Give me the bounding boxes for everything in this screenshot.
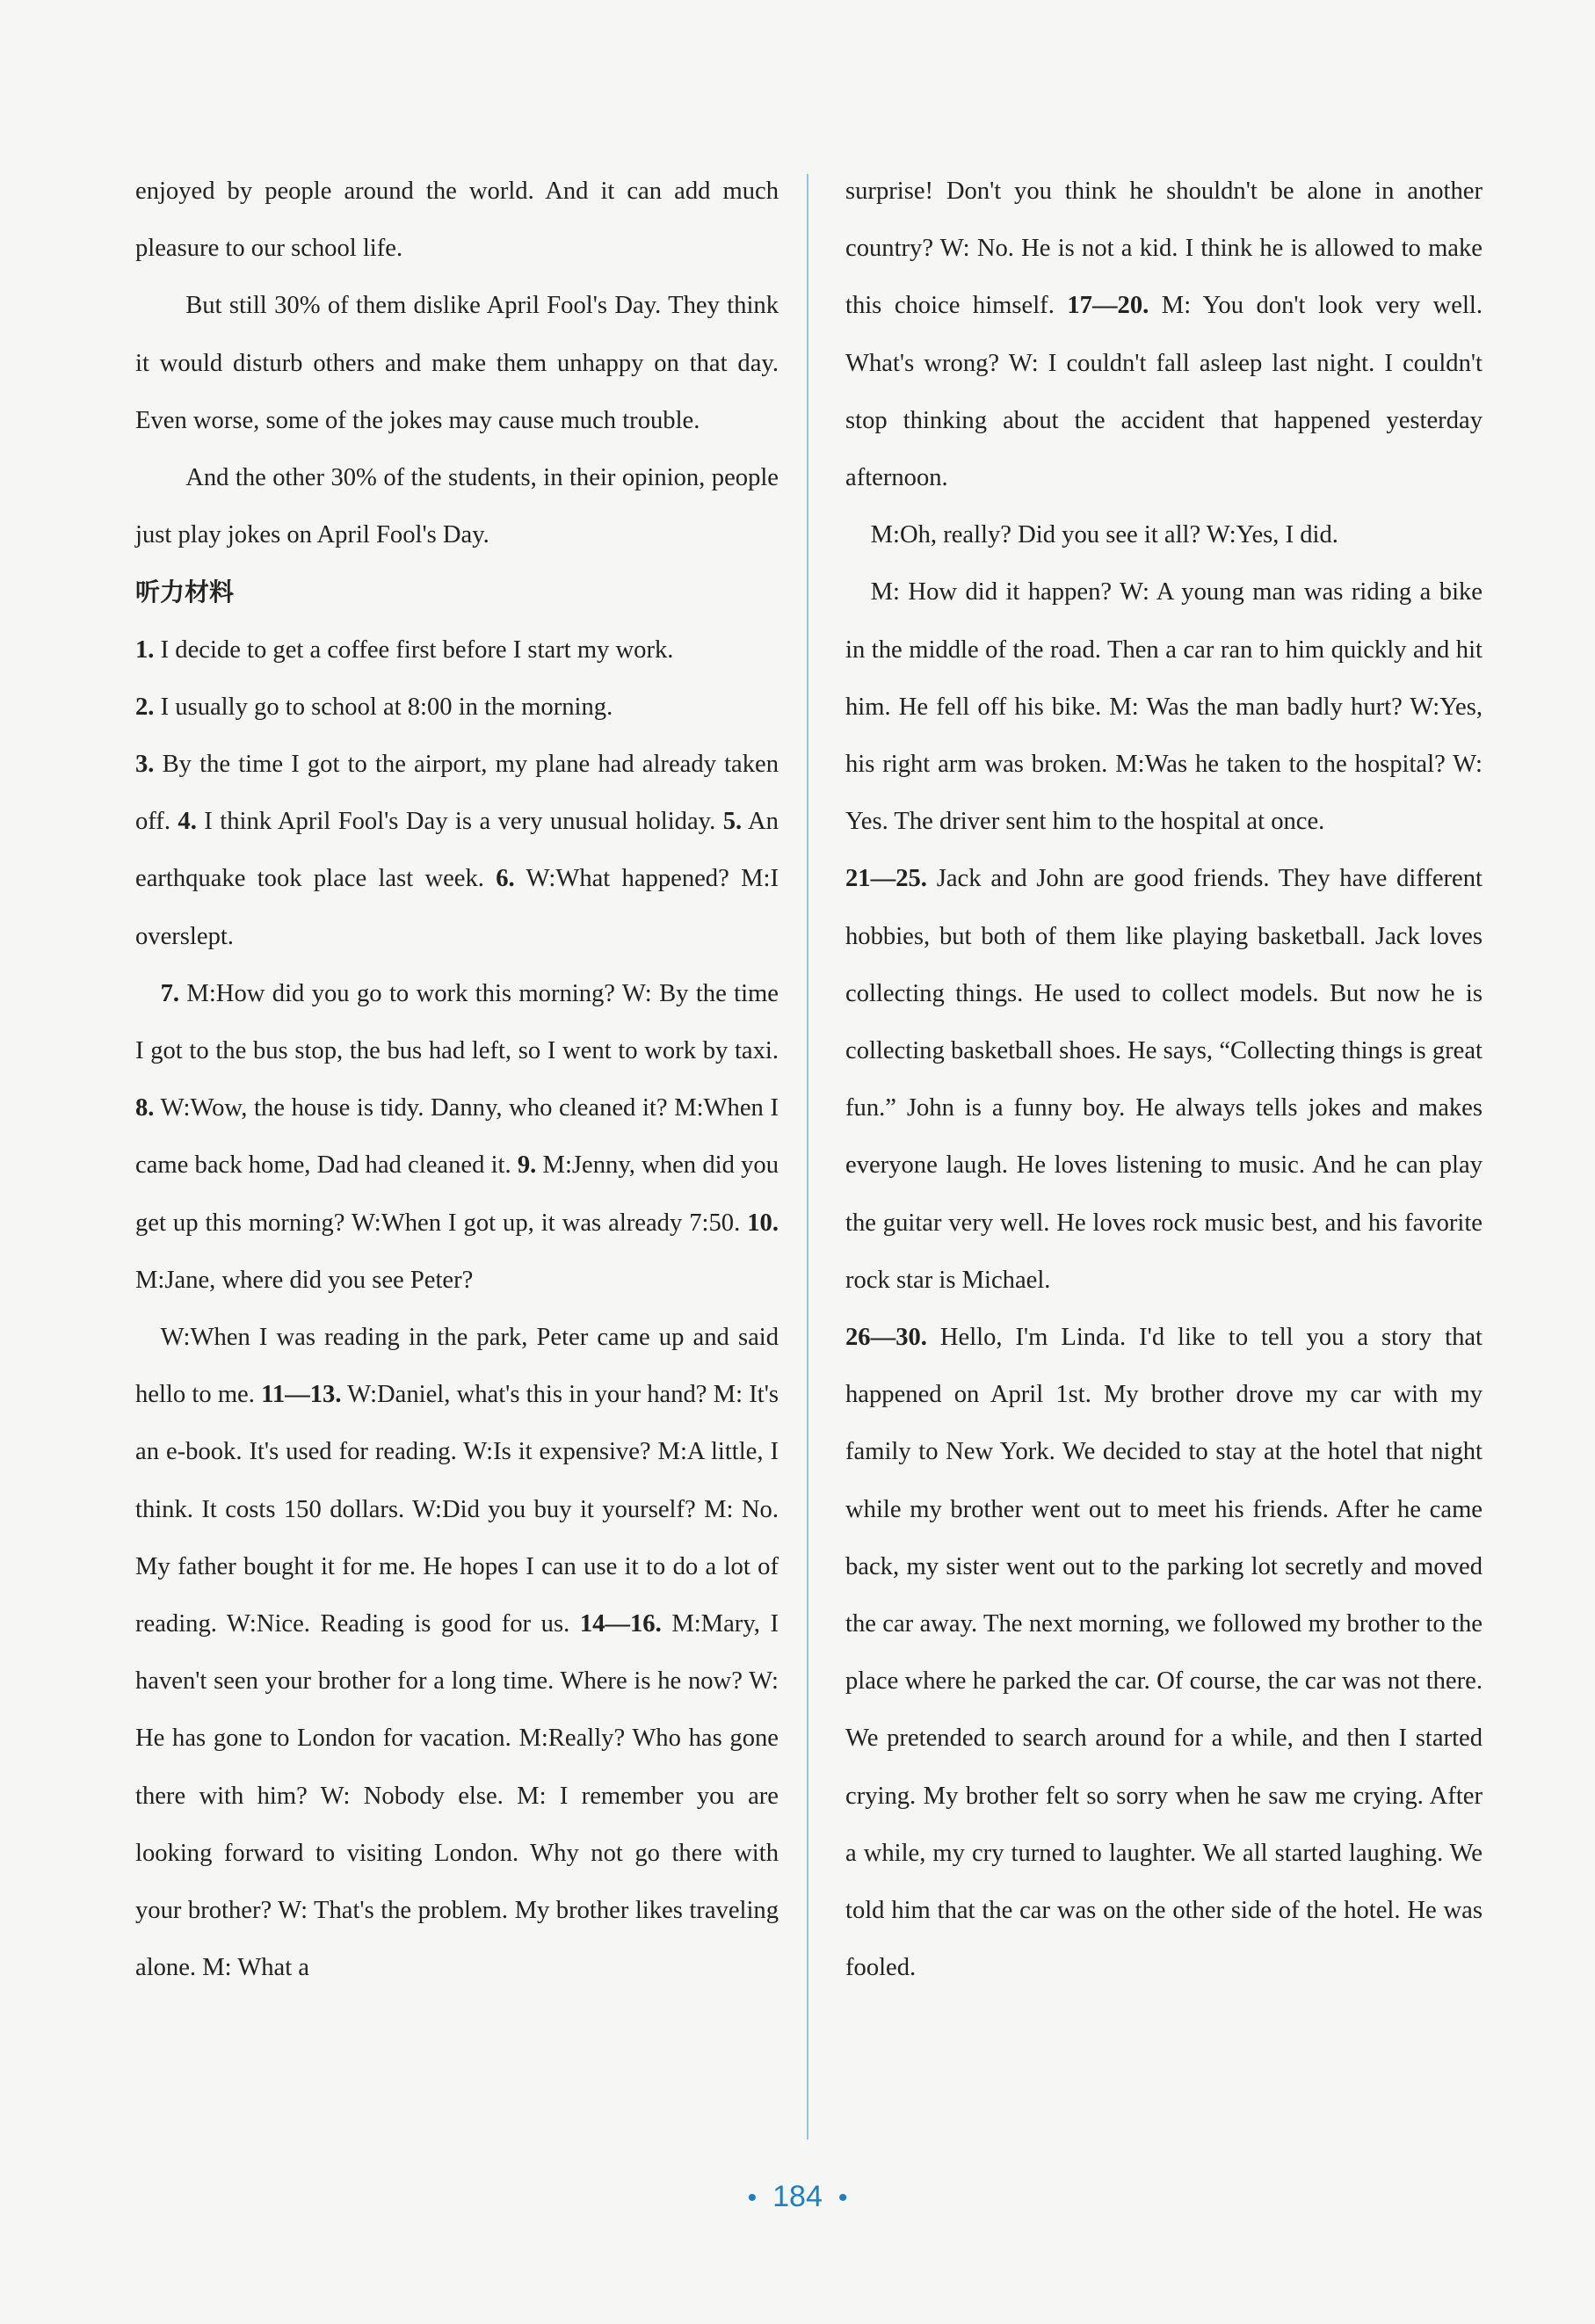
item-text: I think April Fool's Day is a very unusual holiday. xyxy=(196,808,716,836)
item-number: 2. xyxy=(135,693,155,721)
item-text: M: You don't look very well. What's wrong? W: I couldn't fall asleep last night. I couldn't stop thinking about the accident that happened yesterday afternoon. xyxy=(845,292,1483,492)
item-number: 1. xyxy=(135,635,155,664)
item-text: W:Daniel, what's this in your hand? M: It's an e-book. It's used for reading. W:Is it expensive? M:A little, I think. It costs 150 dollars. W:Did you buy it yourself? M: No. My father bought it for me. He hopes I can use it to do a lot of reading. W:Nice. Reading is good for us. xyxy=(135,1381,779,1638)
item-text: I usually go to school at 8:00 in the morning. xyxy=(154,693,613,721)
intro-paragraph-2: But still 30% of them dislike April Fool's Day. They think it would disturb others and make them unhappy on that day. Even worse, some of the jokes may cause much trouble. xyxy=(135,292,779,434)
items-16-20 xyxy=(845,163,1483,506)
item-number: 26—30. xyxy=(845,1324,927,1352)
intro-paragraph-3: And the other 30% of the students, in their opinion, people just play jokes on April Fool's Day. xyxy=(135,464,779,549)
item-text: M:Jane, where did you see Peter? xyxy=(135,1266,474,1294)
item-text: I decide to get a coffee first before I start my work. xyxy=(154,635,674,664)
footer-dot-icon: • xyxy=(747,2183,758,2212)
dialogue-oh: M:Oh, really? Did you see it all? W:Yes, I did. xyxy=(870,521,1338,549)
item-number: 7. xyxy=(160,979,180,1007)
items-21-25 xyxy=(845,850,1483,1309)
item-text: W:Wow, the house is tidy. Danny, who cleaned it? M:When I came back home, Dad had cleaned it. xyxy=(135,1094,779,1180)
item-text: W:When I was reading in the park, Peter came up and said hello to me. xyxy=(135,1324,779,1409)
items-11-16 xyxy=(135,1309,779,1996)
item-text: surprise! Don't you think he shouldn't be alone in another country? W: No. He is not a kid. I think he is allowed to make this choice himself. xyxy=(845,178,1483,320)
intro-paragraph-1: enjoyed by people around the world. And it can add much pleasure to our school life. xyxy=(135,178,779,263)
item-number: 9. xyxy=(517,1151,537,1180)
item-number: 14—16. xyxy=(579,1610,662,1638)
item-text: By the time I got to the airport, my plane had already taken off. xyxy=(135,751,779,836)
items-26-30 xyxy=(845,1309,1483,1996)
page-footer xyxy=(0,2180,1595,2214)
items-7-10 xyxy=(135,965,779,1309)
item-text: M:Jenny, when did you get up this morning? W:When I got up, it was already 7:50. xyxy=(135,1151,779,1237)
item-2 xyxy=(135,679,779,736)
column-divider xyxy=(807,174,808,2139)
item-number: 6. xyxy=(496,865,515,893)
item-number: 11—13. xyxy=(261,1381,342,1409)
item-number: 17—20. xyxy=(1067,292,1149,320)
item-text: M:Mary, I haven't seen your brother for a long time. Where is he now? W: He has gone to London for vacation. M:Really? Who has gone there with him? W: Nobody else. M: I remember you are looking forward to visiting London. Why not go there with your brother? W: That's the problem. My brother likes traveling alone. M: What a xyxy=(135,1610,779,1982)
footer-dot-icon: • xyxy=(837,2183,848,2212)
left-column xyxy=(135,163,779,1997)
item-text: W:What happened? M:I overslept. xyxy=(135,865,779,950)
item-number: 10. xyxy=(747,1209,779,1237)
item-1 xyxy=(135,621,779,679)
items-3-6 xyxy=(135,736,779,965)
item-text: An earthquake took place last week. xyxy=(135,808,779,893)
item-text: Hello, I'm Linda. I'd like to tell you a story that happened on April 1st. My brother drove my car with my family to New York. We decided to stay at the hotel that night while my brother went out to meet his friends. After he came back, my sister went out to the parking lot secretly and moved the car away. The next morning, we followed my brother to the place where he parked the car. Of course, the car was not there. We pretended to search around for a while, and then I started crying. My brother felt so sorry when he saw me crying. After a while, my cry turned to laughter. We all started laughing. We told him that the car was on the other side of the hotel. He was fooled. xyxy=(845,1324,1483,1982)
section-heading: 听力材料 xyxy=(135,577,235,607)
item-number: 8. xyxy=(135,1094,155,1122)
right-column xyxy=(845,163,1483,1997)
item-text: Jack and John are good friends. They have different hobbies, but both of them like playing basketball. Jack loves collecting things. He used to collect models. But now he is collecting basketball shoes. He says, “Collecting things is great fun.” John is a funny boy. He always tells jokes and makes everyone laugh. He loves listening to music. And he can play the guitar very well. He loves rock music best, and his favorite rock star is Michael. xyxy=(845,865,1483,1294)
item-text: M:How did you go to work this morning? W: By the time I got to the bus stop, the bus had left, so I went to work by taxi. xyxy=(135,979,779,1065)
item-number: 3. xyxy=(135,751,155,779)
page-number: 184 xyxy=(772,2180,823,2213)
item-number: 4. xyxy=(178,808,197,836)
item-number: 21—25. xyxy=(845,865,927,893)
dialogue-how: M: How did it happen? W: A young man was riding a bike in the middle of the road. Then a car ran to him quickly and hit him. He fell off his bike. M: Was the man badly hurt? W:Yes, his right arm was broken. M:Was he taken to the hospital? W: Yes. The driver sent him to the hospital at once. xyxy=(845,578,1483,836)
item-number: 5. xyxy=(722,808,743,836)
